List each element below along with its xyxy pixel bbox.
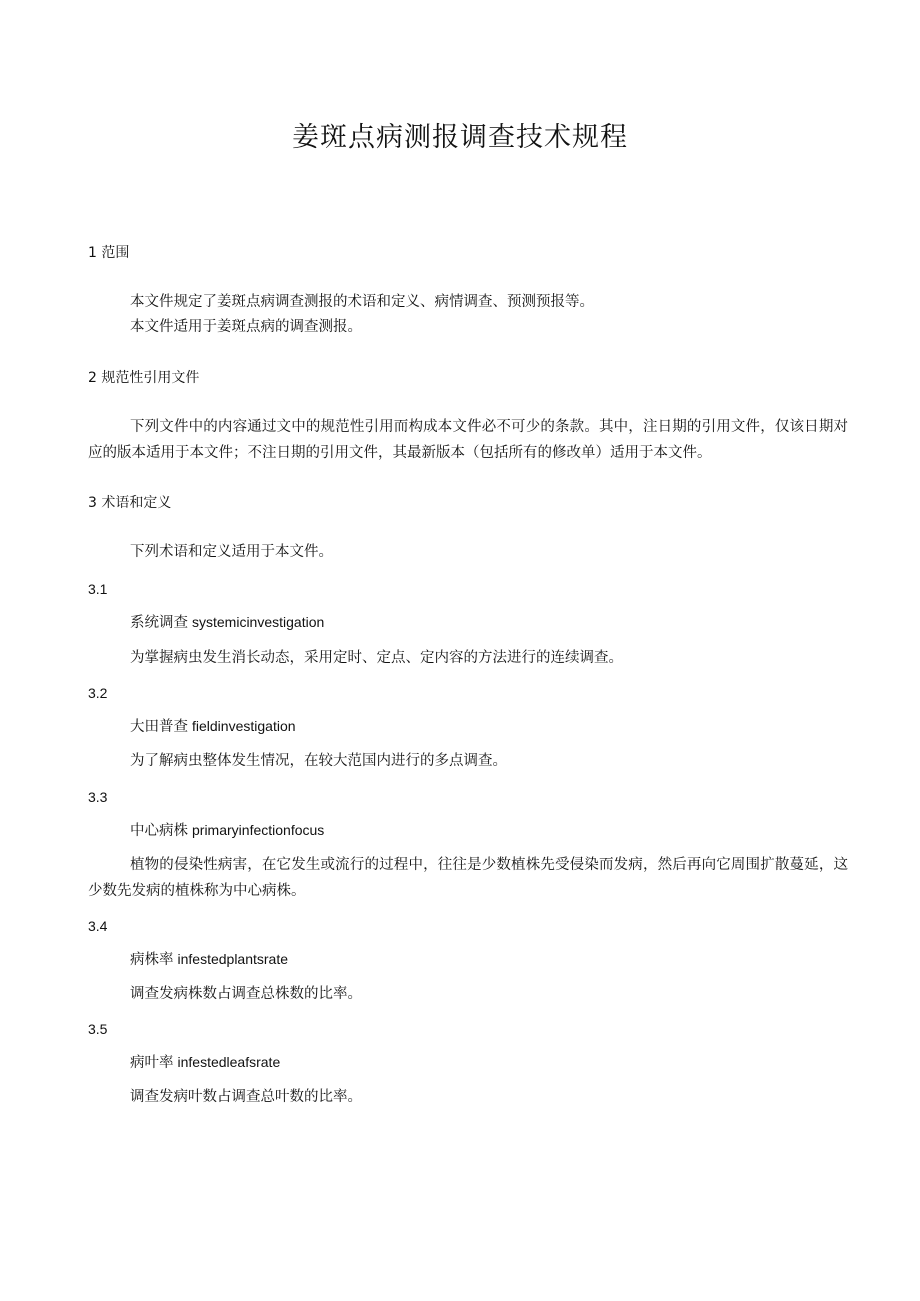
references-paragraph: 下列文件中的内容通过文中的规范性引用而构成本文件必不可少的条款。其中，注日期的引用文件，仅该日期对应的版本适用于本文件；不注日期的引用文件，其最新版本（包括所有的修改单）适用于本文件。 [88, 419, 848, 461]
term-chinese: 大田普查 [130, 719, 188, 735]
scope-paragraph-1: 本文件规定了姜斑点病调查测报的术语和定义、病情调查、预测预报等。 [130, 294, 594, 310]
clause-number: 3.4 [88, 918, 108, 934]
term-entry [130, 949, 288, 970]
term-english: primaryinfectionfocus [192, 822, 325, 838]
term-chinese: 系统调查 [130, 615, 188, 631]
term-entry [130, 1052, 280, 1073]
term-entry [130, 612, 324, 633]
term-definition: 植物的侵染性病害，在它发生或流行的过程中，往往是少数植株先受侵染而发病，然后再向它周围扩散蔓延，这少数先发病的植株称为中心病株。 [88, 857, 848, 899]
term-english: fieldinvestigation [192, 718, 296, 734]
term-entry [130, 716, 296, 737]
term-definition: 为了解病虫整体发生情况，在较大范国内进行的多点调查。 [130, 753, 507, 769]
term-definition: 调查发病叶数占调查总叶数的比率。 [130, 1089, 362, 1105]
section-heading-references: 2 规范性引用文件 [88, 370, 200, 386]
term-definition: 调查发病株数占调查总株数的比率。 [130, 986, 362, 1002]
scope-paragraph-2: 本文件适用于姜斑点病的调查测报。 [130, 319, 362, 335]
clause-number: 3.3 [88, 789, 108, 805]
document-title: 姜斑点病测报调查技术规程 [292, 122, 628, 153]
term-entry [130, 820, 324, 841]
term-chinese: 中心病株 [130, 823, 188, 839]
clause-number: 3.2 [88, 685, 108, 701]
term-definition: 为掌握病虫发生消长动态，采用定时、定点、定内容的方法进行的连续调查。 [130, 650, 623, 666]
section-heading-terms: 3 术语和定义 [88, 495, 172, 511]
section-heading-scope: 1 范围 [88, 245, 130, 261]
term-chinese: 病叶率 [130, 1055, 174, 1071]
clause-number: 3.1 [88, 581, 108, 597]
terms-intro: 下列术语和定义适用于本文件。 [130, 544, 333, 560]
clause-number: 3.5 [88, 1021, 108, 1037]
term-english: infestedleafsrate [177, 1054, 281, 1070]
term-english: systemicinvestigation [192, 614, 325, 630]
term-english: infestedplantsrate [177, 951, 289, 967]
term-chinese: 病株率 [130, 952, 174, 968]
